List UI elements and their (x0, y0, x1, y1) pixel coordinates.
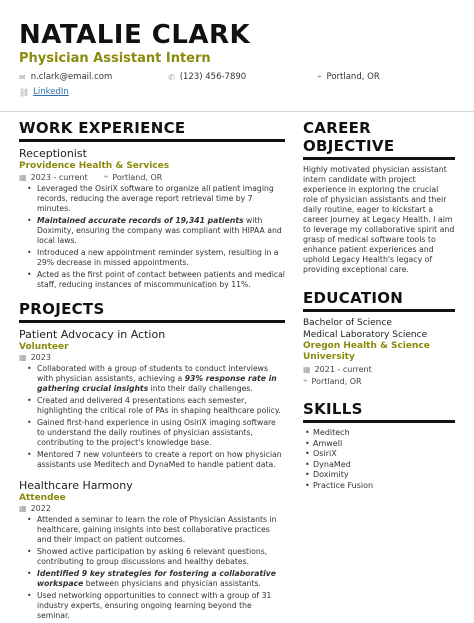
bullet-text: Showed active participation by asking 6 relevant questions, contributing to group discussions and healthy debates. (37, 547, 268, 566)
skills-list (303, 428, 455, 491)
project-meta (19, 504, 285, 513)
degree-line2: Medical Laboratory Science (303, 330, 428, 340)
calendar-icon: ▦ (303, 365, 311, 374)
career-objective-heading (303, 119, 455, 155)
bullet-text: Collaborated with a group of students to conduct interviews with physician assistants, achieving a (37, 364, 268, 383)
bullet-text: Acted as the first point of contact between patients and medical staff, reducing instances of miscommunication by 11%. (37, 270, 285, 289)
phone-icon: ✆ (168, 72, 175, 82)
calendar-icon: ▦ (19, 172, 27, 182)
project-role: Volunteer (19, 342, 69, 352)
bullet-text: Gained first-hand experience in using OsiriX imaging software to understand the daily routines of physician assistants, contributing to the project's knowledge base. (37, 418, 276, 447)
bullet-text: Leveraged the OsiriX software to organize all patient imaging records, reducing the average report retrieval time by 7 minutes. (37, 184, 274, 213)
degree-line1: Bachelor of Science (303, 318, 392, 328)
bullet-item (19, 547, 285, 567)
projects-heading: PROJECTS (19, 300, 105, 318)
work-location: Portland, OR (112, 172, 163, 182)
email-text: n.clark@email.com (30, 72, 113, 82)
work-dates: 2023 - current (30, 172, 88, 182)
bullet-text: Mentored 7 new volunteers to create a report on how physician assistants use Meditech and DynaMed to handle patient data. (37, 450, 282, 469)
header-divider (0, 111, 474, 112)
bullet-item (19, 396, 285, 416)
right-column (303, 119, 455, 491)
skill-item: • DynaMed (303, 460, 455, 471)
education-heading: EDUCATION (303, 289, 404, 307)
bullet-text: into their daily challenges. (148, 384, 253, 393)
project-title: Patient Advocacy in Action (19, 328, 166, 341)
skill-item: • Practice Fusion (303, 481, 455, 492)
project-meta (19, 353, 285, 362)
bullet-highlight: 93% response rate in gathering crucial insights (37, 374, 277, 393)
project-year: 2022 (30, 504, 51, 513)
candidate-name: NATALIE CLARK (19, 20, 251, 50)
linkedin-contact[interactable] (19, 87, 69, 97)
bullet-text: Created and delivered 4 presentations each semester, highlighting the critical role of PAs in shaping healthcare policy. (37, 396, 281, 415)
email-contact (19, 72, 112, 82)
bullet-highlight: Identified 9 key strategies for fostering a collaborative workspace (37, 569, 277, 588)
project-bullets (19, 364, 285, 470)
section-rule (19, 320, 285, 323)
skills-heading: SKILLS (303, 400, 363, 418)
bullet-text: with Doximity, ensuring the company was compliant with HIPAA and local laws. (37, 216, 282, 245)
section-rule (303, 157, 455, 160)
bullet-item (19, 364, 285, 394)
skill-item: • Meditech (303, 428, 455, 439)
bullet-item (19, 270, 285, 290)
link-icon: ⛓ (19, 87, 30, 97)
job-title: Physician Assistant Intern (19, 51, 211, 66)
work-bullets (19, 184, 285, 290)
bullet-item (19, 450, 285, 470)
location-pin-icon: ⌖ (103, 172, 109, 181)
bullet-text: Used networking opportunities to connect with a group of 31 industry experts, ensuring ongoing learning beyond the seminar. (37, 591, 272, 620)
section-rule (303, 309, 455, 312)
location-pin-icon: ⌖ (303, 376, 308, 385)
project-title: Healthcare Harmony (19, 479, 133, 492)
bullet-text: Attended a seminar to learn the role of Physician Assistants in healthcare, gaining insights into best collaborative practices and their impact on patient outcomes. (37, 515, 277, 544)
bullet-item (19, 216, 285, 246)
linkedin-link[interactable]: LinkedIn (33, 87, 69, 97)
objective-text: Highly motivated physician assistant intern candidate with project experience in exploring the crucial role of physician assistants and their daily routine, eager to kickstart a career journey at Legacy Health. I aim to leverage my collaborative spirit and grasp of medical software tools to enhance patient experiences and uphold Legacy Health's legacy of providing exceptional care. (303, 165, 455, 274)
education-dates-row (303, 365, 455, 374)
education-dates: 2021 - current (314, 365, 372, 374)
project-bullets (19, 515, 285, 621)
phone-contact (168, 72, 246, 82)
skill-item: • OsiriX (303, 449, 455, 460)
location-contact (317, 72, 380, 82)
project-year: 2023 (30, 353, 51, 362)
education-location-row (303, 376, 455, 386)
location-pin-icon: ⌖ (317, 72, 322, 81)
calendar-icon: ▦ (19, 504, 27, 513)
calendar-icon: ▦ (19, 353, 27, 362)
bullet-item (19, 418, 285, 448)
section-rule (303, 420, 455, 423)
bullet-item (19, 248, 285, 268)
bullet-highlight: Maintained accurate records of 19,341 patients (37, 216, 244, 225)
bullet-item (19, 515, 285, 545)
bullet-item (19, 569, 285, 589)
bullet-item (19, 184, 285, 214)
objective-heading-line2: OBJECTIVE (303, 137, 395, 155)
section-rule (19, 139, 285, 142)
bullet-text: Introduced a new appointment reminder system, resulting in a 29% decrease in missed appointments. (37, 248, 279, 267)
school-name: Oregon Health & Science University (303, 341, 430, 362)
project-item (19, 328, 285, 470)
project-item (19, 479, 285, 621)
work-org: Providence Health & Services (19, 161, 170, 171)
phone-text: (123) 456-7890 (179, 72, 247, 82)
bullet-item (19, 591, 285, 621)
work-experience-heading: WORK EXPERIENCE (19, 119, 186, 137)
project-role: Attendee (19, 493, 66, 503)
objective-heading-line1: CAREER (303, 119, 372, 137)
skill-item: • Doximity (303, 470, 455, 481)
left-column (19, 119, 285, 623)
bullet-text: between physicians and physician assistants. (83, 579, 261, 588)
skill-item: • Amwell (303, 439, 455, 450)
email-icon: ✉ (19, 72, 26, 82)
work-role: Receptionist (19, 147, 87, 160)
location-text: Portland, OR (326, 72, 380, 82)
work-meta (19, 172, 285, 182)
education-location: Portland, OR (311, 376, 362, 386)
